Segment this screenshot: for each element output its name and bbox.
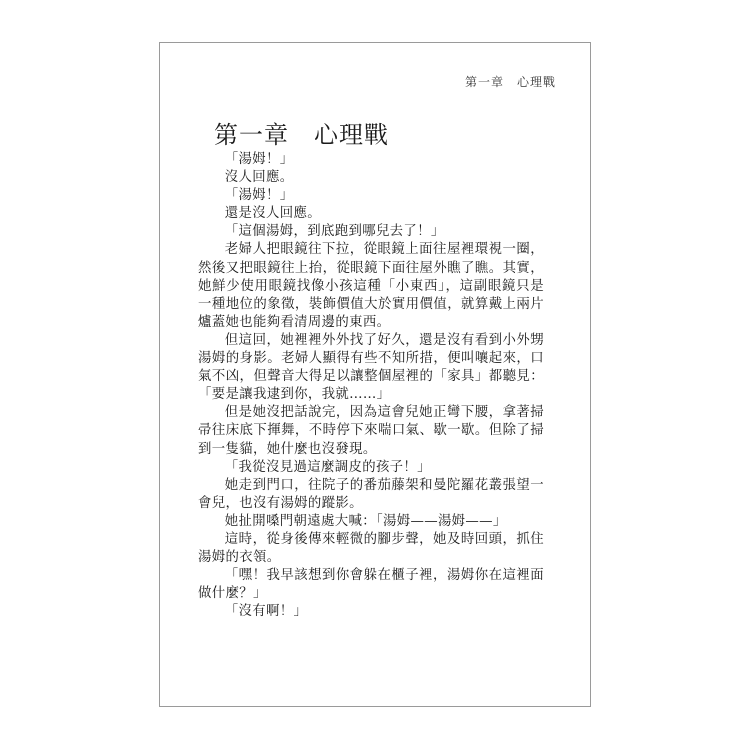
paragraph: 她走到門口，往院子的番茄藤架和曼陀羅花叢張望一會兒，也沒有湯姆的蹤影。	[198, 477, 544, 511]
body-text	[198, 151, 544, 621]
paragraph: 「嘿！我早該想到你會躲在櫃子裡，湯姆你在這裡面做什麼？」	[198, 568, 544, 602]
paragraph: 還是沒人回應。	[224, 206, 321, 222]
paragraph: 「我從沒見過這麼調皮的孩子！」	[224, 459, 431, 475]
paragraph: 「湯姆！」	[224, 188, 294, 204]
running-header: 第一章 心理戰	[464, 75, 556, 89]
paragraph: 老婦人把眼鏡往下拉，從眼鏡上面往屋裡環視一圈，然後又把眼鏡往上抬，從眼鏡下面往屋外瞧了瞧。其實，她鮮少使用眼鏡找像小孩這種「小東西」，這副眼鏡只是一種地位的象徵，裝飾價值大於實用價值，就算戴上兩片爐蓋她也能夠看清周邊的東西。	[198, 242, 544, 330]
paragraph: 「湯姆！」	[224, 152, 294, 167]
chapter-title: 第一章 心理戰	[214, 121, 389, 149]
paragraph: 但這回，她裡裡外外找了好久，還是沒有看到小外甥湯姆的身影。老婦人顯得有些不知所措，便叫嚷起來，口氣不凶，但聲音大得足以讓整個屋裡的「家具」都聽見：「要是讓我逮到你，我就……」	[198, 332, 544, 403]
paragraph: 但是她沒把話說完，因為這會兒她正彎下腰，拿著掃帚往床底下揮舞，不時停下來喘口氣、歇一歇。但除了掃到一隻貓，她什麼也沒發現。	[198, 405, 544, 457]
paragraph: 沒人回應。	[224, 170, 294, 186]
paragraph: 這時，從身後傳來輕微的腳步聲，她及時回頭，抓住湯姆的衣領。	[198, 531, 544, 566]
paragraph: 「這個湯姆，到底跑到哪兒去了！」	[224, 224, 445, 240]
paragraph: 「沒有啊！」	[224, 604, 308, 620]
book-page	[159, 42, 591, 707]
paragraph: 她扯開嗓門朝遠處大喊：「湯姆——湯姆——」	[224, 513, 507, 529]
